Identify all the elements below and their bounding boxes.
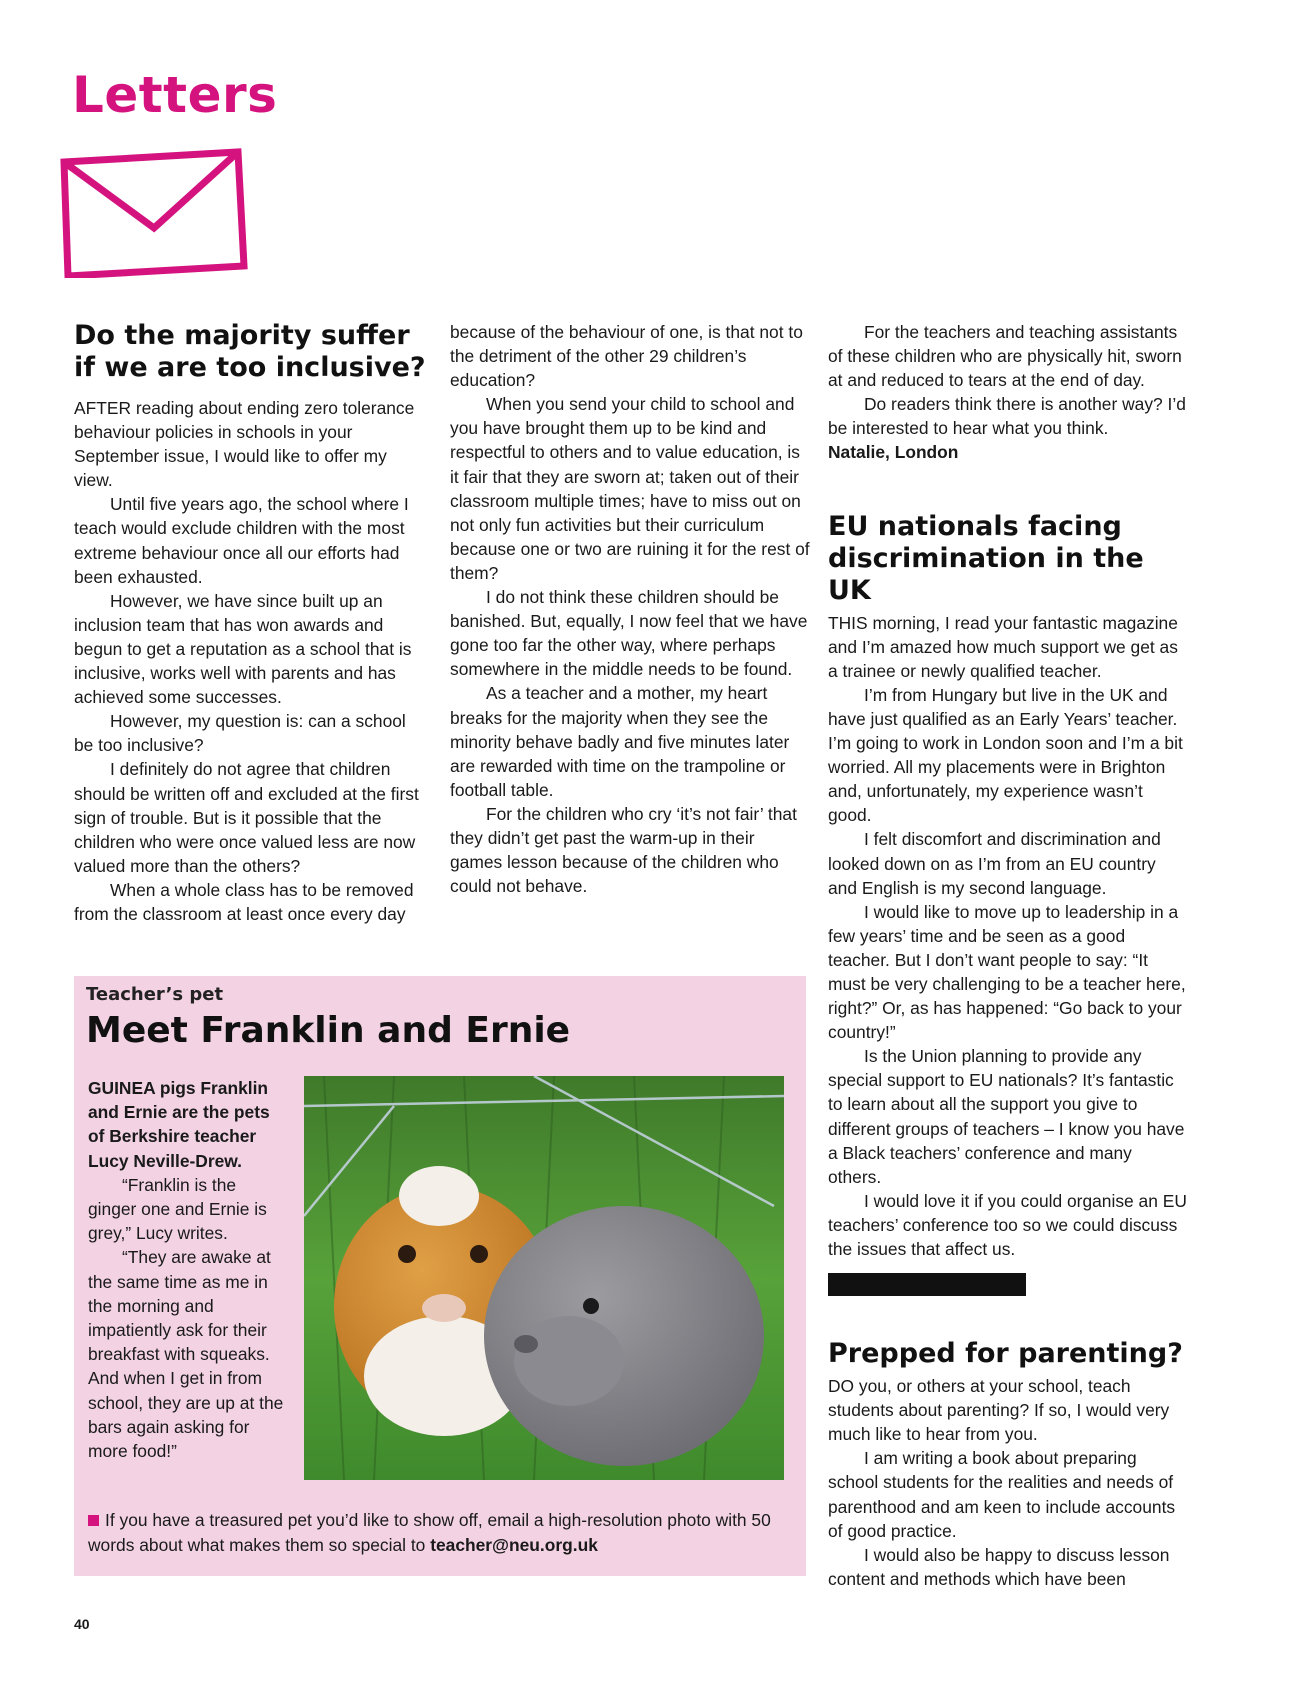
letter1-heading: Do the majority suffer if we are too inclusive? [74, 320, 426, 383]
letter1-signature: Natalie, London [828, 442, 959, 463]
pet-box-text [88, 1076, 286, 1463]
letter1-paragraph: As a teacher and a mother, my heart breaks for the majority when they see the minority behave badly and five minutes later are rewarded with time on the trampoline or football table. [450, 683, 790, 800]
letter3-paragraph: I am writing a book about preparing school students for the realities and needs of parenthood and am keen to include accounts of good practice. [828, 1448, 1176, 1541]
letter1-paragraph: Until five years ago, the school where I teach would exclude children with the most extreme behaviour once all our efforts had been exhausted. [74, 494, 409, 587]
guinea-pigs-photo [304, 1076, 784, 1480]
pet-box-paragraph: “Franklin is the ginger one and Ernie is grey,” Lucy writes. [88, 1174, 267, 1244]
letter1-paragraph: However, we have since built up an inclusion team that has won awards and begun to get a reputation as a school that is inclusive, works well with parents and has achieved some successes. [74, 590, 412, 708]
letter1-paragraph: I do not think these children should be banished. But, equally, I now feel that we have gone too far the other way, where perhaps somewhere in the middle needs to be found. [450, 587, 808, 680]
letter-column-3 [828, 320, 1188, 1591]
letter2-paragraph: I’m from Hungary but live in the UK and have just qualified as an Early Years’ teacher. I’m going to work in London soon and I’m a bit worried. All my placements were in Brighton and, unfortunately, my experience wasn’t good. [828, 684, 1183, 826]
pet-box-lead: GUINEA pigs Franklin and Ernie are the pets of Berkshire teacher Lucy Neville-Drew. [88, 1078, 270, 1171]
letter1-paragraph: However, my question is: can a school be too inclusive? [74, 711, 406, 756]
pet-box-email-link[interactable]: teacher@neu.org.uk [430, 1535, 598, 1555]
letter3-heading: Prepped for parenting? [828, 1338, 1183, 1370]
envelope-icon [58, 148, 254, 278]
letter2-paragraph: I felt discomfort and discrimination and looked down on as I’m from an EU country and English is my second language. [828, 829, 1161, 898]
letter-column-2 [450, 320, 810, 898]
letter1-paragraph: When a whole class has to be removed from the classroom at least once every day [74, 879, 414, 924]
pet-box-paragraph: “They are awake at the same time as me in the morning and impatiently ask for their breakfast with squeaks. And when I get in from school, they are up at the bars again asking for more food!” [88, 1247, 284, 1462]
square-bullet-icon [88, 1515, 99, 1526]
letter1-paragraph: because of the behaviour of one, is that not to the detriment of the other 29 children’s education? [450, 322, 803, 391]
letter1-paragraph: Do readers think there is another way? I’d be interested to hear what you think. [828, 394, 1186, 439]
redacted-signature [828, 1273, 1026, 1296]
pet-box-footnote-text: If you have a treasured pet you’d like to show off, email a high-resolution photo with 50 words about what makes them so special to [88, 1510, 771, 1555]
letter1-paragraph: For the teachers and teaching assistants of these children who are physically hit, sworn at and reduced to tears at the end of day. [828, 322, 1182, 391]
letter2-paragraph: Is the Union planning to provide any special support to EU nationals? It’s fantastic to learn about all the support you give to different groups of teachers – I know you have a Black teachers’ conference and many others. [828, 1046, 1185, 1187]
teachers-pet-box [74, 976, 806, 1576]
letter1-paragraph: For the children who cry ‘it’s not fair’ that they didn’t get past the warm-up in their games lesson because of the children who could not behave. [450, 803, 797, 897]
letter1-paragraph: When you send your child to school and you have brought them up to be kind and respectful to others and to value education, is it fair that they are sworn at; taken out of their classroom multiple times; have to miss out on not only fun activities but their curriculum because one or two are ruining it for the rest of them? [450, 394, 810, 583]
letter1-paragraph: AFTER reading about ending zero tolerance behaviour policies in schools in your September issue, I would like to offer my view. [74, 398, 415, 491]
letter2-paragraph: I would like to move up to leadership in a few years’ time and be seen as a good teacher. But I don’t want people to say: “It must be very challenging to be a teacher here, right?” Or, as has happened: “Go back to your country!” [828, 901, 1186, 1043]
letter2-heading: EU nationals facing discrimination in the UK [828, 510, 1144, 606]
letter2-paragraph: THIS morning, I read your fantastic magazine and I’m amazed how much support we get as a trainee or newly qualified teacher. [828, 612, 1178, 681]
letter2-paragraph: I would love it if you could organise an EU teachers’ conference too so we could discuss the issues that affect us. [828, 1190, 1187, 1259]
pet-box-footnote [88, 1508, 788, 1558]
letter1-paragraph: I definitely do not agree that children should be written off and excluded at the first sign of trouble. But is it possible that the children who were once valued less are now valued more than the others? [74, 759, 419, 876]
pet-box-title: Meet Franklin and Ernie [86, 1010, 571, 1051]
page-number: 40 [74, 1616, 90, 1632]
letter3-paragraph: I would also be happy to discuss lesson content and methods which have been [828, 1544, 1170, 1589]
letter-column-1 [74, 320, 426, 926]
pet-box-kicker: Teacher’s pet [86, 984, 224, 1005]
section-title: Letters [72, 66, 278, 124]
letter3-paragraph: DO you, or others at your school, teach students about parenting? If so, I would very much like to hear from you. [828, 1376, 1170, 1445]
